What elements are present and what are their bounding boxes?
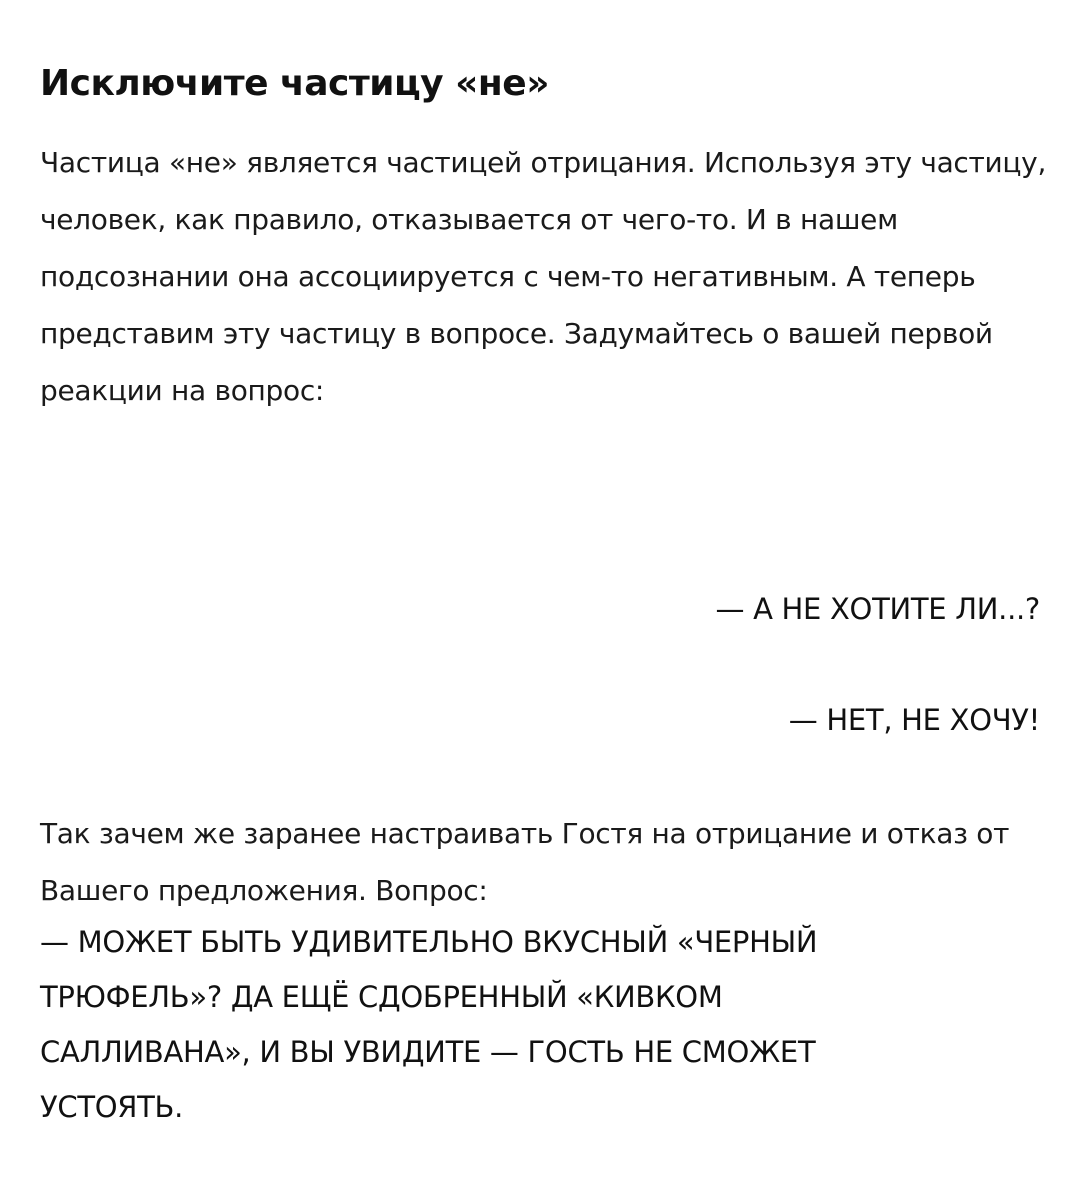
- outro-paragraph: Так зачем же заранее настраивать Гостя на отрицание и отказ от Вашего предложения. Вопрос:: [40, 817, 1010, 907]
- intro-paragraph: Частица «не» является частицей отрицания. Используя эту частицу, человек, как правило, отказывается от чего-то. И в нашем подсознании она ассоциируется с чем-то негативным. А теперь представим эту частицу в вопросе. Задумайтесь о вашей первой реакции на вопрос:: [40, 146, 1047, 407]
- dialogue-question: — А НЕ ХОТИТЕ ЛИ...?: [715, 592, 1040, 626]
- example-question: — МОЖЕТ БЫТЬ УДИВИТЕЛЬНО ВКУСНЫЙ «ЧЕРНЫЙ ТРЮФЕЛЬ»? ДА ЕЩЁ СДОБРЕННЫЙ «КИВКОМ САЛЛИВАНА», И ВЫ УВИДИТЕ — ГОСТЬ НЕ СМОЖЕТ УСТОЯТЬ.: [40, 925, 818, 1124]
- dialogue-answer: — НЕТ, НЕ ХОЧУ!: [788, 703, 1040, 737]
- article-title: Исключите частицу «не»: [40, 63, 549, 104]
